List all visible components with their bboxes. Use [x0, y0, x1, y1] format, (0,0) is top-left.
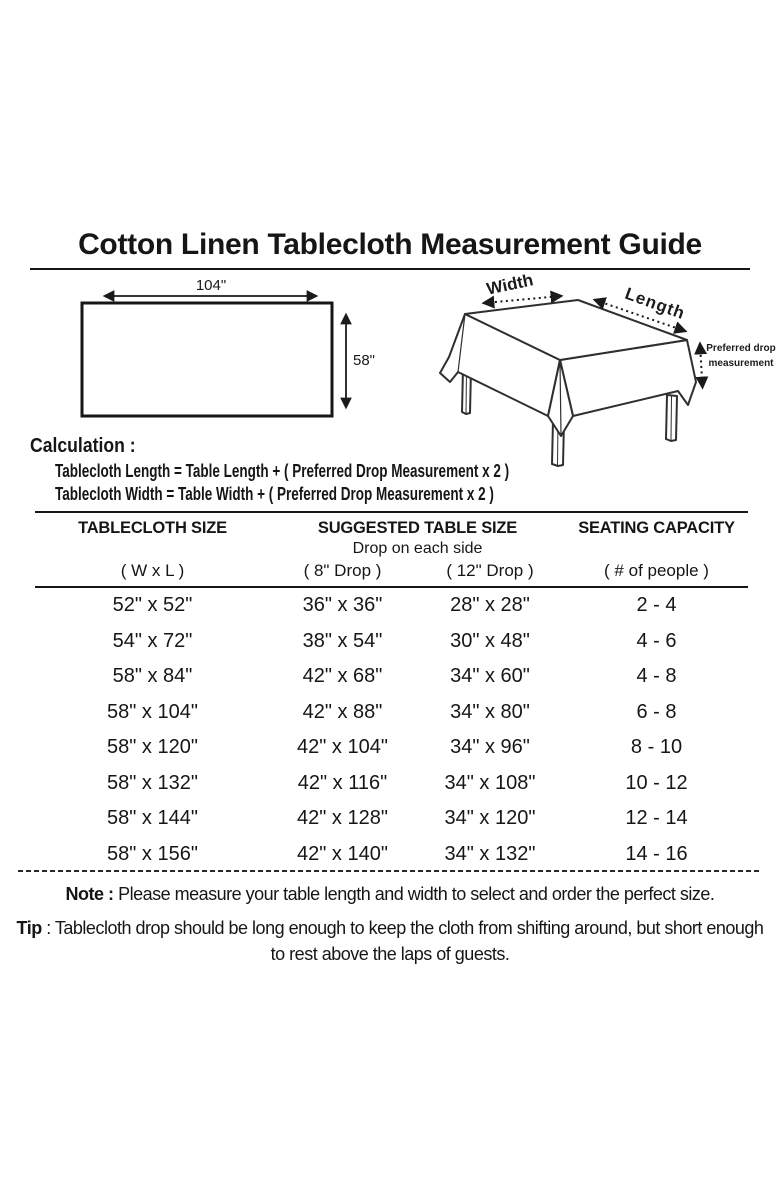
note-text [0, 884, 780, 905]
cell-drop8: 42" x 116" [297, 771, 388, 794]
cell-drop8: 42" x 104" [297, 736, 388, 759]
tablecloth-dimensions-diagram [60, 272, 400, 424]
cell-drop8: 42" x 140" [297, 842, 388, 865]
col-header-seating-capacity: SEATING CAPACITY [578, 519, 735, 537]
cell-drop8: 42" x 68" [302, 665, 383, 688]
cell-size: 54" x 72" [112, 629, 193, 652]
table-row [35, 730, 748, 766]
width-formula: Tablecloth Width = Table Width + ( Preferred Drop Measurement x 2 ) [55, 484, 494, 504]
table-row [35, 659, 748, 695]
cell-drop12: 30" x 48" [450, 629, 530, 652]
cell-size: 52" x 52" [112, 594, 193, 617]
note-label: Note : [65, 884, 114, 904]
cell-size: 58" x 156" [107, 842, 198, 865]
table-row [35, 766, 748, 802]
cell-drop12: 34" x 60" [450, 665, 530, 688]
cell-size: 58" x 120" [107, 736, 198, 759]
cell-size: 58" x 132" [107, 771, 198, 794]
col-header-suggested-table-size: SUGGESTED TABLE SIZE [317, 519, 518, 537]
cell-drop8: 42" x 128" [297, 807, 388, 830]
illustration-drop-label: Preferred drop measurement [706, 343, 776, 369]
tip-text [10, 915, 770, 967]
table-row [35, 588, 748, 624]
drop-on-each-side-note: Drop on each side [352, 540, 483, 557]
unit-8in-drop: ( 8" Drop ) [303, 560, 382, 580]
tablecloth-rectangle [82, 303, 332, 416]
cell-size: 58" x 144" [107, 807, 198, 830]
note-body: Please measure your table length and width to select and order the perfect size. [118, 884, 715, 904]
cell-drop8: 36" x 36" [302, 594, 383, 617]
cell-size: 58" x 104" [107, 700, 198, 723]
cell-seating: 4 - 8 [636, 665, 677, 688]
size-table [35, 511, 748, 872]
cell-seating: 10 - 12 [625, 771, 688, 794]
cell-drop12: 34" x 80" [450, 700, 530, 723]
illustration-length-label: Length [622, 283, 688, 324]
cell-seating: 12 - 14 [625, 807, 688, 830]
cell-seating: 6 - 8 [636, 700, 677, 723]
cell-drop12: 34" x 108" [444, 771, 536, 794]
size-table-header [35, 513, 748, 588]
drop-dotted-arrow [700, 344, 703, 387]
cell-drop12: 34" x 132" [444, 842, 536, 865]
cell-seating: 8 - 10 [630, 736, 683, 759]
cell-drop8: 42" x 88" [302, 700, 383, 723]
cell-drop12: 28" x 28" [450, 594, 530, 617]
dashed-separator [18, 870, 762, 872]
col-header-tablecloth-size: TABLECLOTH SIZE [78, 519, 227, 537]
table-row [35, 624, 748, 660]
cell-size: 58" x 84" [112, 665, 193, 688]
illustration-width-label: Width [484, 270, 535, 299]
table-row [35, 837, 748, 873]
cell-seating: 14 - 16 [625, 842, 688, 865]
rect-length-label: 104" [195, 277, 227, 294]
cell-seating: 4 - 6 [636, 629, 677, 652]
table-row [35, 695, 748, 731]
unit-people: ( # of people ) [604, 560, 709, 580]
unit-w-x-l: ( W x L ) [120, 560, 185, 580]
rect-width-label: 58" [353, 352, 376, 369]
calculation-heading: Calculation : [30, 435, 136, 457]
tip-body: : Tablecloth drop should be long enough to keep the cloth from shifting around, but short enough to rest above the laps of guests. [46, 918, 764, 964]
table-row [35, 801, 748, 837]
length-formula: Tablecloth Length = Table Length + ( Preferred Drop Measurement x 2 ) [55, 461, 510, 481]
table-leg-right [666, 395, 677, 441]
tablecloth-drape [440, 300, 696, 436]
unit-12in-drop: ( 12" Drop ) [446, 560, 534, 580]
page-title: Cotton Linen Tablecloth Measurement Guide [78, 228, 702, 261]
cell-seating: 2 - 4 [636, 594, 677, 617]
tip-label: Tip [16, 918, 42, 938]
cell-drop8: 38" x 54" [302, 629, 383, 652]
cell-drop12: 34" x 120" [444, 807, 536, 830]
cell-drop12: 34" x 96" [450, 736, 530, 759]
